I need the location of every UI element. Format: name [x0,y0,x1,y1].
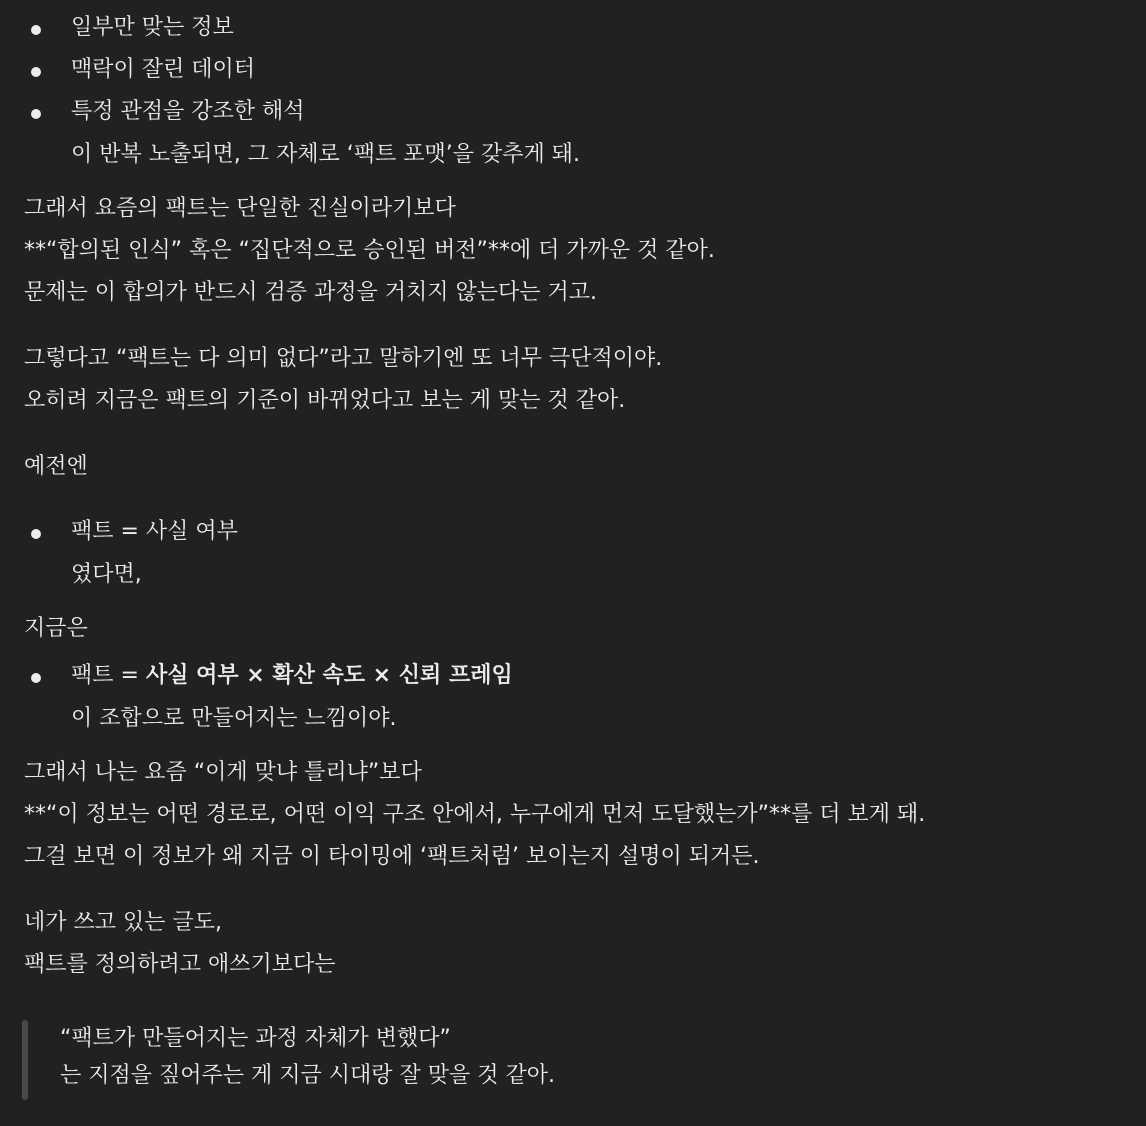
list-continuation: 이 반복 노출되면, 그 자체로 ‘팩트 포맷’을 갖추게 돼. [71,142,580,167]
paragraph-line: 팩트를 정의하려고 애쓰기보다는 [24,952,336,977]
list-item: 팩트 = 사실 여부 [71,519,238,544]
paragraph-line: 그래서 나는 요즘 “이게 맞냐 틀리냐”보다 [24,760,422,785]
paragraph-line: 오히려 지금은 팩트의 기준이 바뀌었다고 보는 게 맞는 것 같아. [24,388,626,413]
paragraph-line: 문제는 이 합의가 반드시 검증 과정을 거치지 않는다는 거고. [24,280,597,305]
paragraph-line: **“이 정보는 어떤 경로로, 어떤 이익 구조 안에서, 누구에게 먼저 도달했는가”**를 더 보게 돼. [24,802,926,827]
list-continuation: 이 조합으로 만들어지는 느낌이야. [71,706,397,731]
bullet-dot [31,25,41,35]
bullet-dot [31,529,41,539]
paragraph-line: 그렇다고 “팩트는 다 의미 없다”라고 말하기엔 또 너무 극단적이야. [24,346,663,371]
bullet-dot [31,67,41,77]
list-item: 일부만 맞는 정보 [71,15,234,40]
blockquote-bar [22,1020,28,1100]
bullet-dot [31,109,41,119]
paragraph-line: **“합의된 인식” 혹은 “집단적으로 승인된 버전”**에 더 가까운 것 같아. [24,238,715,263]
blockquote-line: 는 지점을 짚어주는 게 지금 시대랑 잘 맞을 것 같아. [60,1063,555,1088]
paragraph-line: 그걸 보면 이 정보가 왜 지금 이 타이밍에 ‘팩트처럼’ 보이는지 설명이 되거든. [24,844,760,869]
list-item: 특정 관점을 강조한 해석 [71,99,305,124]
list-continuation: 였다면, [71,562,142,587]
paragraph-line: 네가 쓰고 있는 글도, [24,910,222,935]
formula-prefix: 팩트 = [71,663,146,688]
list-item: 맥락이 잘린 데이터 [71,57,256,82]
now-label: 지금은 [24,616,88,641]
list-item [71,661,513,691]
before-label: 예전엔 [24,454,88,479]
paragraph-line: 그래서 요즘의 팩트는 단일한 진실이라기보다 [24,196,456,221]
formula-bold: 사실 여부 × 확산 속도 × 신뢰 프레임 [145,663,513,688]
bullet-dot [31,673,41,683]
blockquote-line: “팩트가 만들어지는 과정 자체가 변했다” [60,1026,451,1051]
